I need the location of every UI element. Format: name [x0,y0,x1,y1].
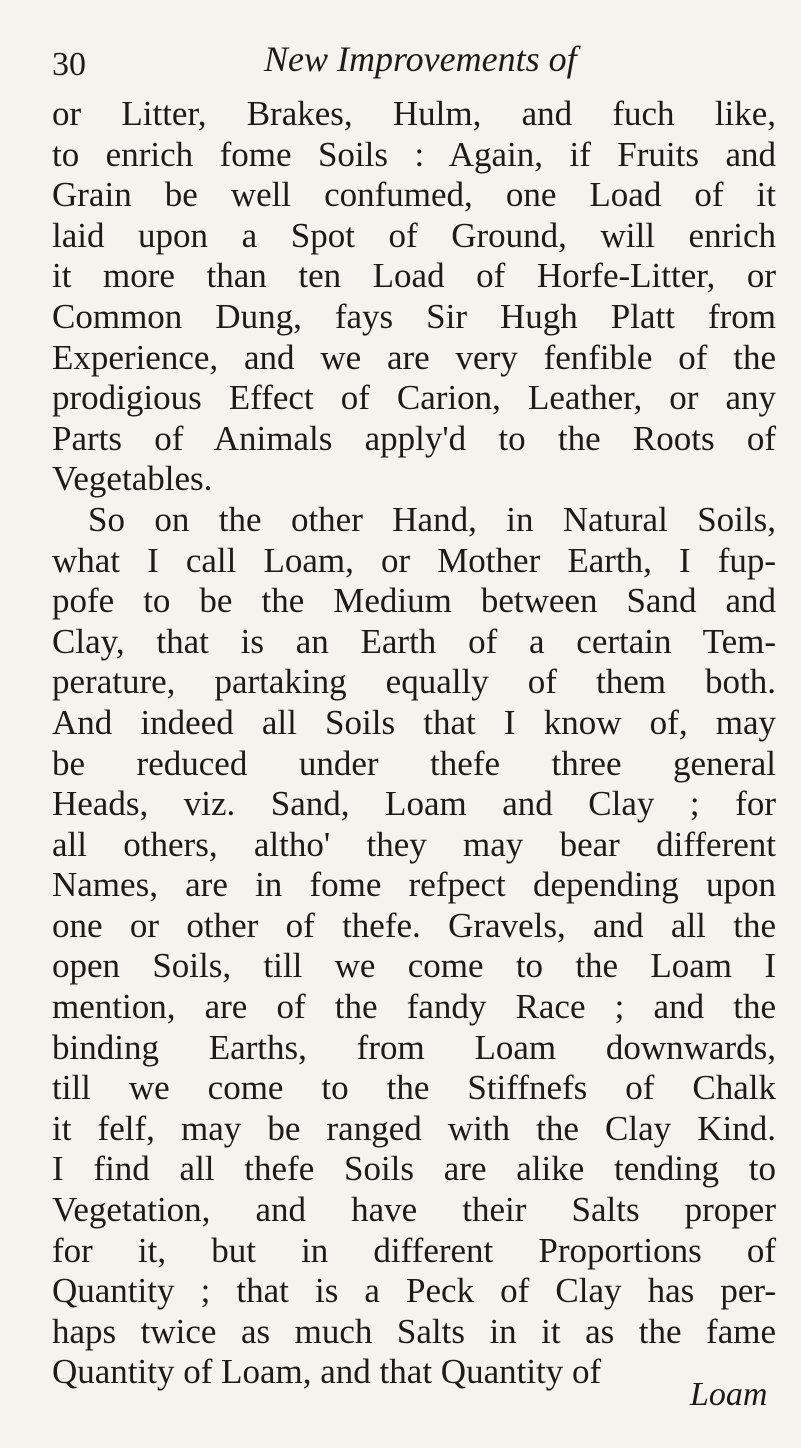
text-line: pofe to be the Medium between Sand and [52,581,776,621]
text-line: for it, but in different Proportions of [52,1230,776,1270]
page-header [52,38,772,88]
text-line: it more than ten Load of Horfe-Litter, or [52,256,776,296]
text-line: be reduced under thefe three general [52,743,776,783]
text-line: Names, are in fome refpect depending upon [52,865,776,905]
text-line: what I call Loam, or Mother Earth, I fup- [52,540,776,580]
text-line: prodigious Effect of Carion, Leather, or any [52,378,776,418]
text-line: Quantity of Loam, and that Quantity of [52,1352,602,1392]
running-title: New Improvements of [264,39,577,79]
text-line: open Soils, till we come to the Loam I [52,946,776,986]
text-line: Vegetation, and have their Salts proper [52,1190,776,1230]
text-line: So on the other Hand, in Natural Soils, [88,499,776,539]
catchword: Loam [690,1376,768,1413]
text-line: haps twice as much Salts in it as the fame [52,1311,776,1351]
text-line: binding Earths, from Loam downwards, [52,1027,776,1067]
text-line: Parts of Animals apply'd to the Roots of [52,418,776,458]
text-line: Common Dung, fays Sir Hugh Platt from [52,296,776,336]
text-line: Experience, and we are very fenfible of the [52,337,776,377]
text-line: Quantity ; that is a Peck of Clay has per- [52,1271,776,1311]
text-line: one or other of thefe. Gravels, and all the [52,905,776,945]
text-line: laid upon a Spot of Ground, will enrich [52,215,776,255]
text-line: or Litter, Brakes, Hulm, and fuch like, [52,94,776,133]
text-line: Vegetables. [52,459,213,499]
text-line: I find all thefe Soils are alike tending to [52,1149,776,1189]
text-line: mention, are of the fandy Race ; and the [52,987,776,1027]
text-line: And indeed all Soils that I know of, may [52,702,776,742]
page-number: 30 [52,46,86,83]
body-text [52,94,776,1393]
text-line: to enrich fome Soils : Again, if Fruits and [52,134,776,174]
text-line: Grain be well confumed, one Load of it [52,175,776,215]
text-line: Clay, that is an Earth of a certain Tem- [52,621,776,661]
text-line: till we come to the Stiffnefs of Chalk [52,1068,776,1108]
text-line: it felf, may be ranged with the Clay Kind. [52,1108,776,1148]
text-line: Heads, viz. Sand, Loam and Clay ; for [52,784,776,824]
text-line: all others, altho' they may bear different [52,824,776,864]
text-line: perature, partaking equally of them both. [52,662,776,702]
